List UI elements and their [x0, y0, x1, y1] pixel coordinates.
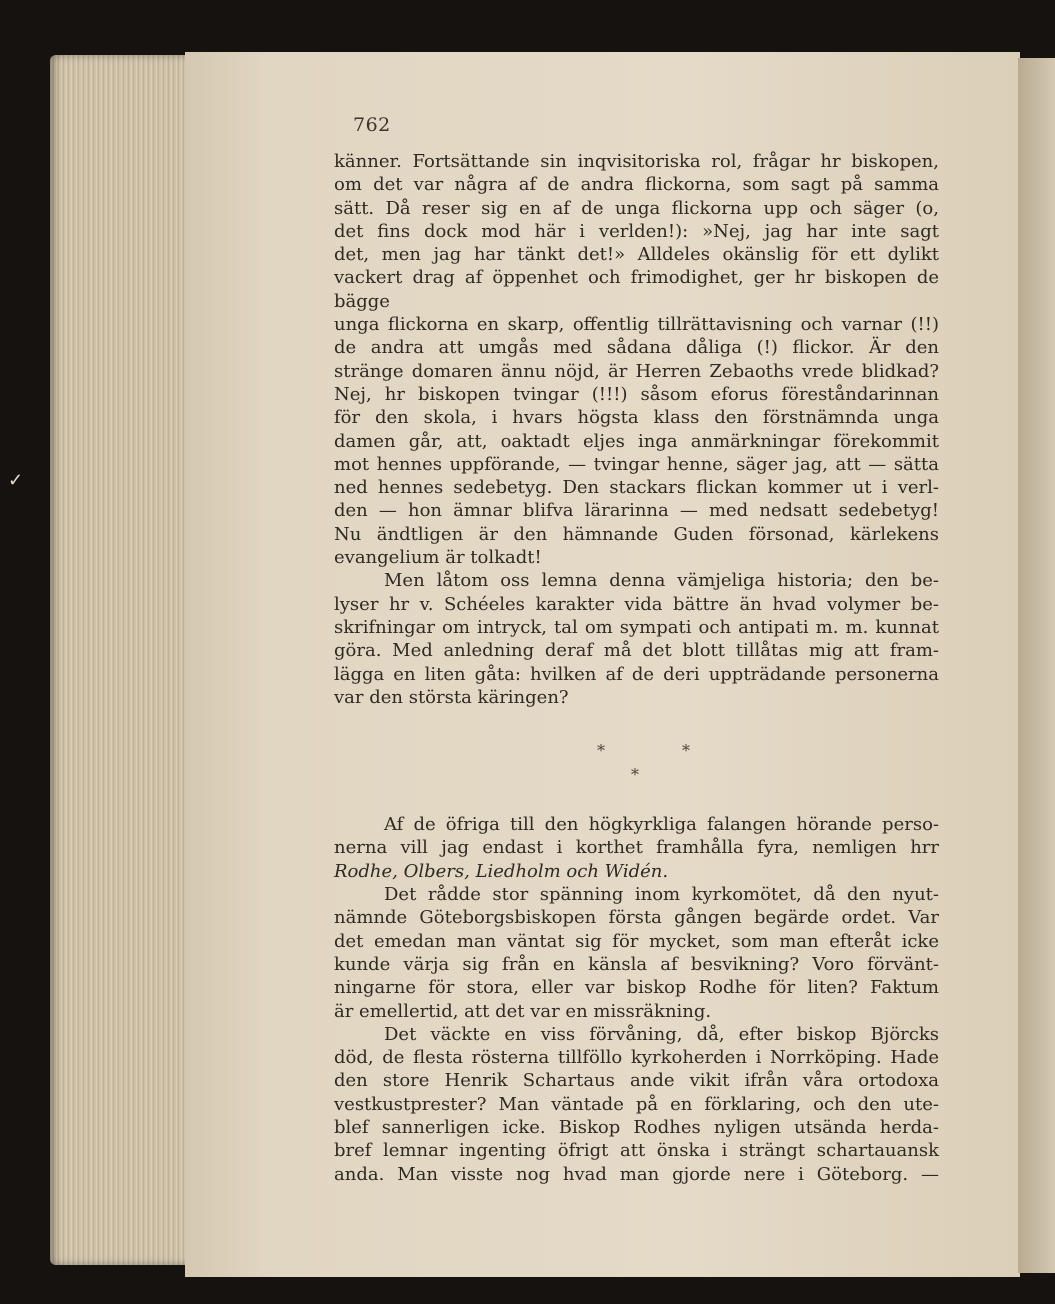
- text-line: vackert drag af öppenhet och frimodighet, ger hr biskopen de bägge: [334, 267, 939, 312]
- text-line: det, men jag har tänkt det!» Alldeles okänslig för ett dylikt: [334, 244, 939, 266]
- text-line: stränge domaren ännu nöjd, är Herren Zebaoths vrede blidkad?: [334, 360, 939, 382]
- text-line: skrifningar om intryck, tal om sympati och antipati m. m. kunnat: [334, 616, 939, 638]
- text-line: om det var några af de andra flickorna, som sagt på samma: [334, 174, 939, 196]
- text-line: anda. Man visste nog hvad man gjorde nere i Göteborg. —: [334, 1163, 939, 1185]
- text-line: Nej, hr biskopen tvingar (!!!) såsom eforus föreståndarinnan: [334, 383, 939, 405]
- text-line: känner. Fortsättande sin inqvisitoriska rol, frågar hr biskopen,: [334, 151, 939, 172]
- text-line: mot hennes uppförande, — tvingar henne, säger jag, att — sätta: [334, 453, 939, 475]
- paragraph-2: [334, 569, 939, 709]
- text-line: det emedan man väntat sig för mycket, som man efteråt icke: [334, 930, 939, 952]
- text-line: för den skola, i hvars högsta klass den förstnämnda unga: [334, 407, 939, 429]
- text-line: bref lemnar ingenting öfrigt att önska i strängt schartauansk: [334, 1140, 939, 1162]
- text-line: lyser hr v. Schéeles karakter vida bättre än hvad volymer be-: [334, 593, 939, 615]
- text-line: ned hennes sedebetyg. Den stackars flickan kommer ut i verl-: [334, 477, 939, 499]
- text-line: unga flickorna en skarp, offentlig tillrättavisning och varnar (!!): [334, 314, 939, 336]
- text-line: evangelium är tolkadt!: [334, 547, 542, 569]
- text-line: damen går, att, oaktadt eljes inga anmärkningar förekommit: [334, 430, 939, 452]
- book-page-edges: [50, 55, 200, 1265]
- paragraph-3: [334, 813, 939, 883]
- text-line: göra. Med anledning deraf må det blott tillåtas mig att fram-: [334, 640, 939, 662]
- text-line: Det väckte en viss förvåning, då, efter biskop Björcks: [384, 1023, 939, 1045]
- text-line: nerna vill jag endast i korthet framhålla fyra, nemligen hrr: [334, 837, 939, 859]
- paragraph-4: [334, 883, 939, 1023]
- text-line: var den största käringen?: [334, 686, 569, 708]
- margin-mark: ✓: [8, 470, 24, 491]
- text-line: död, de flesta rösterna tillföllo kyrkoherden i Norrköping. Hade: [334, 1047, 939, 1069]
- text-line: den — hon ämnar blifva lärarinna — med nedsatt sedebetyg!: [334, 500, 939, 522]
- text-line: Nu ändtligen är den hämnande Guden försonad, kärlekens: [334, 523, 939, 545]
- paragraph-5: [334, 1023, 939, 1186]
- divider-star: *: [682, 741, 690, 761]
- paragraph-1: [334, 150, 939, 569]
- facing-page-edge: [1018, 58, 1055, 1273]
- text-line: det fins dock mod här i verlden!): »Nej, jag har inte sagt: [334, 220, 939, 242]
- text-line: den store Henrik Schartaus ande vikit ifrån våra ortodoxa: [334, 1070, 939, 1092]
- text-line: vestkustprester? Man väntade på en förklaring, och den ute-: [334, 1093, 939, 1115]
- text-line: lägga en liten gåta: hvilken af de deri uppträdande personerna: [334, 663, 939, 685]
- text-line: Rodhe, Olbers, Liedholm och Widén.: [334, 860, 669, 882]
- page-text: [334, 150, 939, 1186]
- text-line: är emellertid, att det var en missräkning.: [334, 1000, 712, 1022]
- page-number: 762: [353, 114, 391, 136]
- text-line: blef sannerligen icke. Biskop Rodhes nyligen utsända herda-: [334, 1116, 939, 1138]
- text-line: sätt. Då reser sig en af de unga flickorna upp och säger (o,: [334, 197, 939, 219]
- text-line: kunde värja sig från en känsla af besvikning? Voro förvänt-: [334, 953, 939, 975]
- divider-star: *: [597, 741, 605, 761]
- text-line: Det rådde stor spänning inom kyrkomötet, då den nyut-: [384, 884, 939, 906]
- text-line: Af de öfriga till den högkyrkliga falangen hörande perso-: [384, 814, 939, 836]
- text-line: nämnde Göteborgsbiskopen första gången begärde ordet. Var: [334, 907, 939, 929]
- text-line: ningarne för stora, eller var biskop Rodhe för liten? Faktum: [334, 977, 939, 999]
- text-line: Men låtom oss lemna denna vämjeliga historia; den be-: [384, 570, 939, 592]
- section-divider: [334, 731, 939, 801]
- text-line: de andra att umgås med sådana dåliga (!) flickor. Är den: [334, 337, 939, 359]
- divider-star: *: [631, 765, 639, 785]
